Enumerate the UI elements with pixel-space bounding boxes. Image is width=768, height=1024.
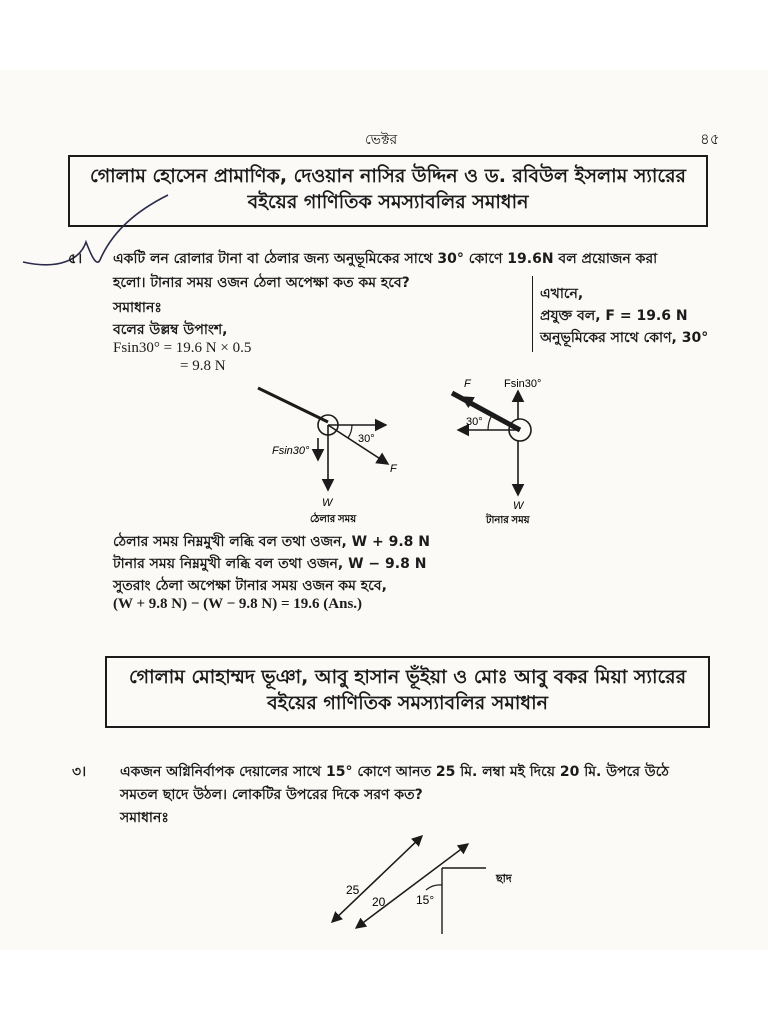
problem5-question-line2: হলো। টানার সময় ওজন ঠেলা অপেক্ষা কত কম হবে? xyxy=(113,275,410,291)
given-angle: অনুভূমিকের সাথে কোণ, 30° xyxy=(540,330,709,346)
given-divider xyxy=(532,276,533,352)
page-header-title: ভেক্টর xyxy=(365,132,398,148)
answer-line: (W + 9.8 N) − (W − 9.8 N) = 19.6 (Ans.) xyxy=(113,596,363,612)
push-force-diagram xyxy=(240,380,420,530)
problem5-number: ৫। xyxy=(68,251,83,267)
push-caption: ঠেলার সময় xyxy=(310,514,357,525)
pull-angle-label: 30° xyxy=(466,416,483,428)
calc-line1: Fsin30° = 19.6 N × 0.5 xyxy=(113,340,252,356)
push-angle-label: 30° xyxy=(358,433,375,445)
problem3-solution-label: সমাধানঃ xyxy=(120,810,169,826)
problem3-number: ৩। xyxy=(72,764,87,780)
problem3-question-line2: সমতল ছাদে উঠল। লোকটির উপরের দিকে সরণ কত? xyxy=(120,787,423,803)
ladder-diagram xyxy=(318,830,538,940)
section2-heading-box xyxy=(105,656,710,728)
pull-W-label: W xyxy=(513,500,524,512)
pull-fsin-label: Fsin30° xyxy=(504,378,542,390)
pull-F-label: F xyxy=(464,378,471,390)
result-line1: ঠেলার সময় নিম্নমুখী লব্ধি বল তথা ওজন, W + 9.8 N xyxy=(113,534,430,550)
given-force: প্রযুক্ত বল, F = 19.6 N xyxy=(540,308,688,324)
ladder-angle-label: 15° xyxy=(416,893,435,907)
ladder-25-label: 25 xyxy=(346,883,360,897)
ladder-20-arrow-back xyxy=(356,844,468,928)
given-title: এখানে, xyxy=(540,286,584,302)
push-angle-arc xyxy=(348,425,352,438)
ladder-25-arrow-back xyxy=(332,836,422,922)
pull-force-diagram xyxy=(440,375,570,535)
section2-heading-line2: বইয়ের গাণিতিক সমস্যাবলির সমাধান xyxy=(267,692,548,714)
push-F-label: F xyxy=(390,463,397,475)
section2-heading-line1: গোলাম মোহাম্মদ ভূঞা, আবু হাসান ভূঁইয়া ও মোঃ আবু বকর মিয়া স্যারের xyxy=(128,666,687,688)
ladder-20-label: 20 xyxy=(372,895,386,909)
pull-angle-arc xyxy=(488,415,492,430)
result-line3: সুতরাং ঠেলা অপেক্ষা টানার সময় ওজন কম হবে, xyxy=(113,578,387,594)
push-handle xyxy=(258,388,328,422)
problem5-solution-label: সমাধানঃ xyxy=(113,300,162,316)
push-W-label: W xyxy=(322,497,333,509)
section1-heading-line1: গোলাম হোসেন প্রামাণিক, দেওয়ান নাসির উদ্দিন ও ড. রবিউল ইসলাম স্যারের xyxy=(90,165,686,187)
roof-label: ছাদ xyxy=(496,873,512,885)
result-line2: টানার সময় নিম্নমুখী লব্ধি বল তথা ওজন, W − 9.8 N xyxy=(113,556,427,572)
section1-heading-line2: বইয়ের গাণিতিক সমস্যাবলির সমাধান xyxy=(247,191,529,213)
page-number: ৪৫ xyxy=(700,130,720,148)
ladder-angle-arc xyxy=(426,885,442,890)
problem5-question-line1: একটি লন রোলার টানা বা ঠেলার জন্য অনুভূমিকের সাথে 30° কোণে 19.6N বল প্রয়োজন করা xyxy=(113,251,658,267)
vertical-component-label: বলের উল্লম্ব উপাংশ, xyxy=(113,322,228,338)
push-fsin-label: Fsin30° xyxy=(272,445,310,457)
calc-line2: = 9.8 N xyxy=(180,358,226,374)
pull-caption: টানার সময় xyxy=(486,515,530,526)
problem3-question-line1: একজন অগ্নিনির্বাপক দেয়ালের সাথে 15° কোণে আনত 25 মি. লম্বা মই দিয়ে 20 মি. উপরে উঠে xyxy=(120,764,669,780)
